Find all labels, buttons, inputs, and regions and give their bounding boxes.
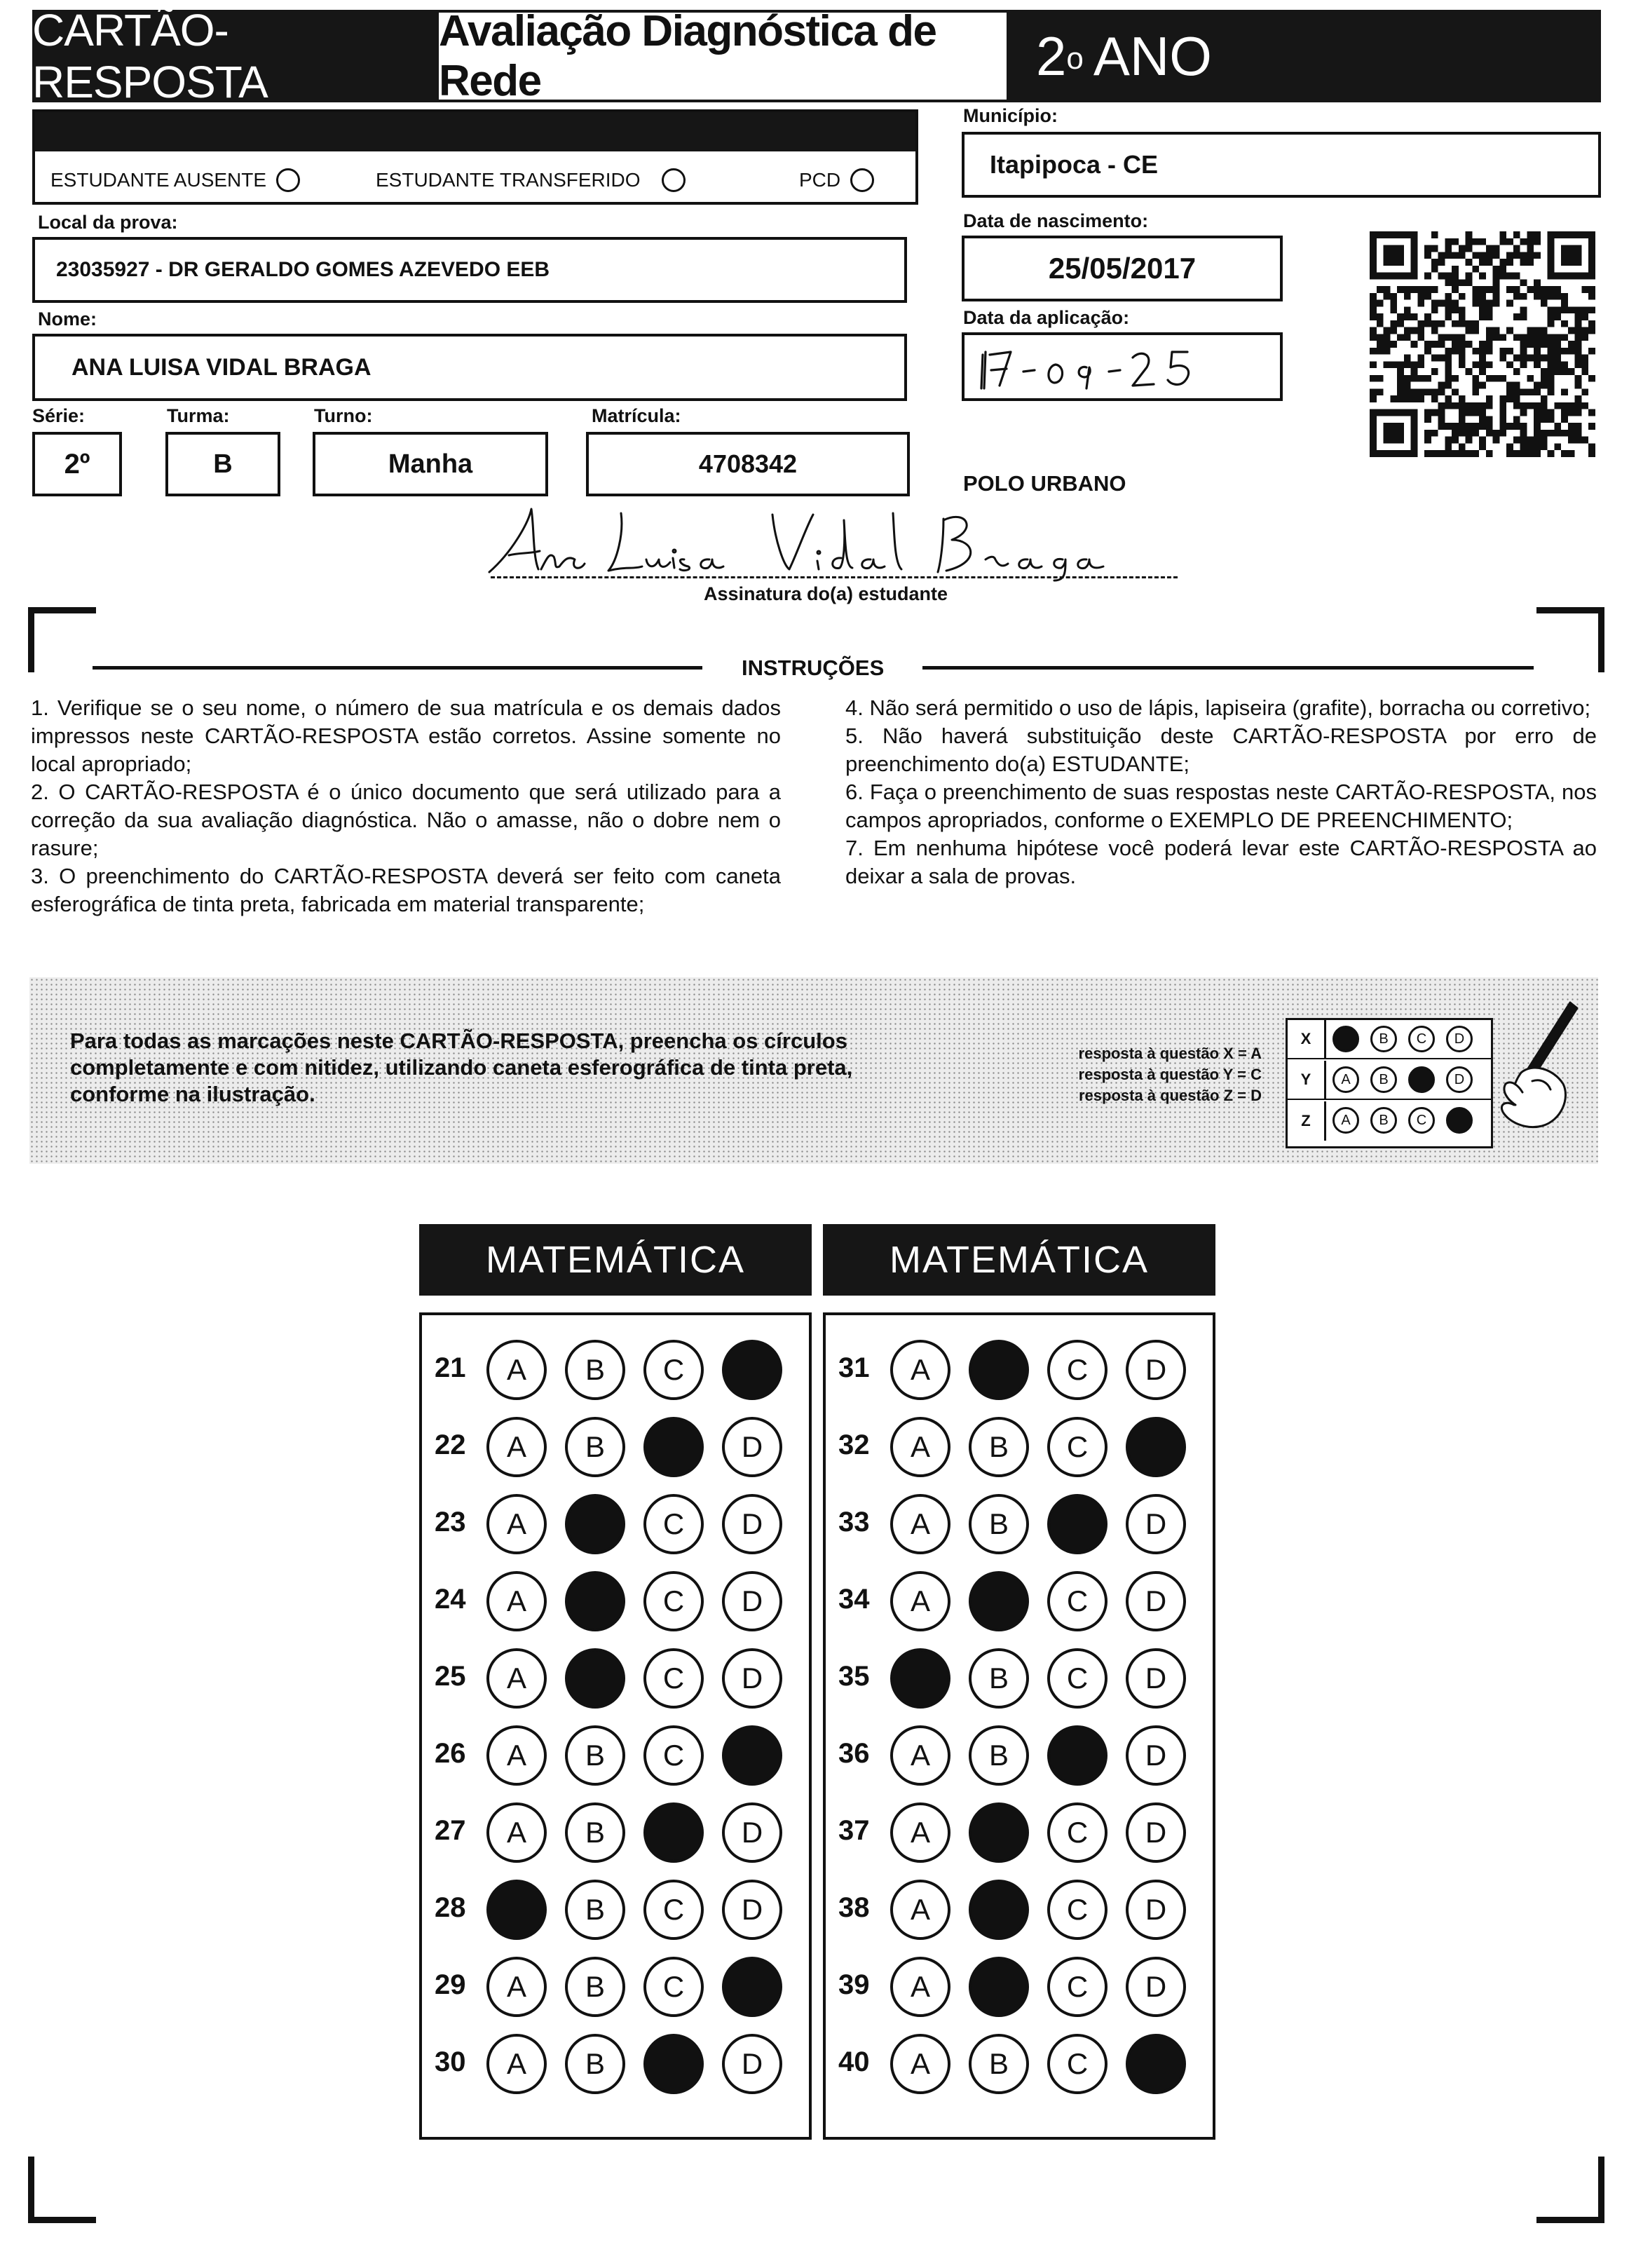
question-row (422, 1570, 809, 1633)
answer-bubble-a[interactable]: A (890, 1957, 950, 2017)
municipio-label: Município: (963, 105, 1058, 126)
answer-bubble-a[interactable]: A (486, 1957, 547, 2017)
nome-label: Nome: (38, 308, 97, 330)
question-row (826, 1801, 1213, 1864)
answer-bubble-d[interactable]: D (722, 1494, 782, 1554)
answer-bubble-c[interactable]: C (1047, 1417, 1107, 1477)
question-row (826, 2032, 1213, 2096)
answer-bubble-a[interactable]: A (486, 2034, 547, 2094)
answer-bubble-d[interactable]: D (1126, 1340, 1186, 1400)
answer-bubble-a[interactable]: A (890, 2034, 950, 2094)
answer-bubble-b[interactable]: B (969, 1648, 1029, 1709)
instruction-item: 1. Verifique se o seu nome, o número de sua matrícula e os demais dados impressos neste CARTÃO-RESPOSTA estão corretos. Assine somente no local apropriado; (31, 695, 781, 776)
question-number: 21 (435, 1352, 466, 1383)
serie-label: Série: (32, 405, 86, 426)
example-bubble-c: C (1408, 1107, 1435, 1134)
corner-mark-top-right (1536, 607, 1604, 672)
answer-bubble-a[interactable] (890, 1648, 950, 1709)
signature-drawing (484, 499, 1129, 583)
instructions-left-column (31, 694, 781, 918)
answer-bubble-a[interactable]: A (486, 1648, 547, 1709)
instructions-rule-left (93, 666, 702, 670)
example-grid (1286, 1018, 1493, 1148)
polo-label: POLO URBANO (963, 471, 1126, 496)
option-pcd-label: PCD (799, 169, 841, 191)
answer-bubble-d[interactable]: D (722, 1417, 782, 1477)
answer-bubble-d[interactable]: D (722, 1880, 782, 1940)
question-row (826, 1493, 1213, 1556)
answer-bubble-a[interactable]: A (890, 1417, 950, 1477)
answer-bubble-b[interactable] (565, 1648, 625, 1709)
answer-bubble-b[interactable] (969, 1340, 1029, 1400)
corner-mark-bottom-left (28, 2157, 96, 2223)
answer-bubble-a[interactable]: A (486, 1802, 547, 1863)
option-absent[interactable] (50, 168, 300, 192)
answer-bubble-d[interactable] (722, 1725, 782, 1786)
instruction-item: 7. Em nenhuma hipótese você poderá levar este CARTÃO-RESPOSTA ao deixar a sala de provas. (845, 836, 1597, 888)
answer-bubble-d[interactable]: D (1126, 1494, 1186, 1554)
question-number: 40 (838, 2046, 870, 2077)
answer-bubble-c[interactable]: C (1047, 1957, 1107, 2017)
answer-bubble-a[interactable]: A (890, 1880, 950, 1940)
answer-bubble-a[interactable]: A (890, 1802, 950, 1863)
instruction-item: 6. Faça o preenchimento de suas respostas neste CARTÃO-RESPOSTA, nos campos apropriados, conforme o EXEMPLO DE PREENCHIMENTO; (845, 780, 1597, 832)
answer-bubble-d[interactable]: D (1126, 1571, 1186, 1631)
option-absent-circle[interactable] (276, 168, 300, 192)
instructions-rule-right (922, 666, 1534, 670)
example-row (1288, 1020, 1491, 1059)
grade-number: 2 (1036, 25, 1067, 87)
answer-bubble-b[interactable]: B (565, 1957, 625, 2017)
answer-bubble-d[interactable]: D (722, 1571, 782, 1631)
option-pcd-circle[interactable] (850, 168, 874, 192)
question-row (422, 1647, 809, 1710)
example-key: X (1288, 1020, 1326, 1058)
answer-bubble-c[interactable]: C (1047, 1648, 1107, 1709)
answer-bubble-b[interactable] (565, 1571, 625, 1631)
answer-bubble-d[interactable] (722, 1340, 782, 1400)
question-row (422, 1955, 809, 2018)
attendance-box (32, 109, 918, 205)
grade-ordinal: o (1066, 41, 1084, 76)
question-number: 29 (435, 1969, 466, 2000)
answer-bubble-c[interactable]: C (643, 1957, 704, 2017)
example-key: Y (1288, 1061, 1326, 1099)
example-bubble-b: B (1370, 1107, 1397, 1134)
answer-bubble-b[interactable]: B (565, 1802, 625, 1863)
example-bubble-a (1332, 1026, 1359, 1052)
answer-bubble-a[interactable]: A (890, 1494, 950, 1554)
example-row (1288, 1061, 1491, 1100)
answer-bubble-c[interactable] (1047, 1725, 1107, 1786)
example-bubble-c (1408, 1066, 1435, 1093)
hand-with-pen-icon (1465, 996, 1584, 1136)
matricula-label: Matrícula: (592, 405, 681, 426)
question-row (826, 1955, 1213, 2018)
question-number: 28 (435, 1892, 466, 1923)
question-number: 26 (435, 1738, 466, 1769)
turno-label: Turno: (314, 405, 373, 426)
question-number: 22 (435, 1430, 466, 1460)
grade-label (1007, 10, 1601, 102)
question-number: 36 (838, 1738, 870, 1769)
nome-field: ANA LUISA VIDAL BRAGA (32, 334, 907, 401)
question-row (826, 1647, 1213, 1710)
answer-bubble-b[interactable]: B (565, 2034, 625, 2094)
answer-bubble-d[interactable]: D (1126, 1802, 1186, 1863)
answer-bubble-c[interactable]: C (643, 1648, 704, 1709)
answer-bubble-a[interactable]: A (890, 1571, 950, 1631)
corner-mark-top-left (28, 607, 96, 672)
answer-bubble-c[interactable] (643, 1802, 704, 1863)
example-key: Z (1288, 1101, 1326, 1141)
turma-field: B (165, 432, 280, 496)
signature-caption: Assinatura do(a) estudante (704, 583, 948, 604)
example-bubble-c: C (1408, 1026, 1435, 1052)
serie-field: 2º (32, 432, 122, 496)
answer-bubble-a[interactable]: A (486, 1417, 547, 1477)
instruction-item: 3. O preenchimento do CARTÃO-RESPOSTA deverá ser feito com caneta esferográfica de tinta preta, fabricada em material transparente; (31, 864, 781, 916)
option-transferred[interactable] (376, 168, 686, 192)
answer-bubble-c[interactable]: C (1047, 1880, 1107, 1940)
example-bubble-d: D (1446, 1066, 1473, 1093)
answer-bubble-b[interactable]: B (969, 2034, 1029, 2094)
question-row (826, 1724, 1213, 1787)
question-row (826, 1570, 1213, 1633)
answer-bubble-b[interactable] (969, 1802, 1029, 1863)
answer-bubble-a[interactable]: A (486, 1725, 547, 1786)
question-row (422, 1878, 809, 1941)
question-row (422, 1415, 809, 1479)
subject-header-right: MATEMÁTICA (823, 1224, 1215, 1296)
answer-block-left (419, 1312, 812, 2140)
question-row (826, 1338, 1213, 1401)
question-number: 37 (838, 1815, 870, 1846)
question-number: 24 (435, 1584, 466, 1615)
matricula-field: 4708342 (586, 432, 910, 496)
example-line-z: resposta à questão Z = D (1078, 1087, 1262, 1104)
exam-title: Avaliação Diagnóstica de Rede (439, 10, 1007, 102)
answer-bubble-c[interactable]: C (643, 1494, 704, 1554)
example-line-y: resposta à questão Y = C (1078, 1066, 1262, 1083)
example-bubble-b: B (1370, 1026, 1397, 1052)
question-number: 25 (435, 1661, 466, 1692)
answer-bubble-c[interactable]: C (643, 1340, 704, 1400)
question-row (422, 1801, 809, 1864)
option-absent-label: ESTUDANTE AUSENTE (50, 169, 267, 191)
question-number: 34 (838, 1584, 870, 1615)
answer-bubble-a[interactable]: A (890, 1340, 950, 1400)
instruction-item: 4. Não será permitido o uso de lápis, lapiseira (grafite), borracha ou corretivo; (845, 695, 1591, 720)
aplicacao-label: Data da aplicação: (963, 307, 1130, 328)
answer-bubble-c[interactable] (1047, 1494, 1107, 1554)
answer-bubble-a[interactable]: A (890, 1725, 950, 1786)
answer-bubble-c[interactable] (643, 1417, 704, 1477)
answer-bubble-c[interactable]: C (1047, 1571, 1107, 1631)
question-row (422, 2032, 809, 2096)
grade-word: ANO (1093, 25, 1212, 87)
local-label: Local da prova: (38, 212, 178, 233)
question-number: 31 (838, 1352, 870, 1383)
option-transferred-label: ESTUDANTE TRANSFERIDO (376, 169, 641, 191)
attendance-header-bar (35, 112, 915, 151)
municipio-field: Itapipoca - CE (962, 132, 1601, 198)
subject-header-left: MATEMÁTICA (419, 1224, 812, 1296)
card-label: CARTÃO-RESPOSTA (32, 10, 439, 102)
answer-bubble-b[interactable]: B (565, 1725, 625, 1786)
question-number: 30 (435, 2046, 466, 2077)
question-number: 35 (838, 1661, 870, 1692)
answer-bubble-a[interactable]: A (486, 1340, 547, 1400)
answer-bubble-d[interactable]: D (1126, 1880, 1186, 1940)
turno-field: Manha (313, 432, 548, 496)
answer-bubble-c[interactable]: C (643, 1880, 704, 1940)
answer-bubble-c[interactable]: C (1047, 1340, 1107, 1400)
answer-bubble-d[interactable] (722, 1957, 782, 2017)
question-number: 23 (435, 1507, 466, 1537)
answer-bubble-b[interactable]: B (969, 1417, 1029, 1477)
answer-bubble-c[interactable] (643, 2034, 704, 2094)
example-bubble-a: A (1332, 1066, 1359, 1093)
question-number: 32 (838, 1430, 870, 1460)
aplicacao-field (962, 332, 1283, 401)
question-number: 27 (435, 1815, 466, 1846)
answer-bubble-b[interactable]: B (969, 1494, 1029, 1554)
answer-bubble-d[interactable]: D (1126, 1725, 1186, 1786)
instruction-item: 5. Não haverá substituição deste CARTÃO-RESPOSTA por erro de preenchimento do(a) ESTUDANTE; (845, 724, 1597, 776)
answer-bubble-d[interactable]: D (722, 2034, 782, 2094)
answer-bubble-c[interactable]: C (643, 1571, 704, 1631)
answer-bubble-b[interactable] (969, 1571, 1029, 1631)
answer-bubble-d[interactable]: D (722, 1648, 782, 1709)
answer-bubble-c[interactable]: C (1047, 1802, 1107, 1863)
answer-bubble-a[interactable] (486, 1880, 547, 1940)
answer-bubble-c[interactable]: C (643, 1725, 704, 1786)
example-bubble-b: B (1370, 1066, 1397, 1093)
question-row (422, 1493, 809, 1556)
answer-bubble-d[interactable]: D (1126, 1957, 1186, 2017)
answer-bubble-b[interactable] (969, 1957, 1029, 2017)
instructions-title: INSTRUÇÕES (742, 656, 885, 680)
instructions-right-column (845, 694, 1597, 890)
example-row (1288, 1101, 1491, 1141)
turma-label: Turma: (167, 405, 230, 426)
question-row (422, 1338, 809, 1401)
signature-line (491, 576, 1178, 578)
handwritten-date (974, 339, 1269, 397)
answer-bubble-d[interactable]: D (722, 1802, 782, 1863)
answer-bubble-b[interactable]: B (565, 1417, 625, 1477)
option-pcd[interactable] (799, 168, 874, 192)
answer-bubble-d[interactable]: D (1126, 1648, 1186, 1709)
question-number: 38 (838, 1892, 870, 1923)
example-line-x: resposta à questão X = A (1078, 1045, 1262, 1062)
question-number: 39 (838, 1969, 870, 2000)
answer-bubble-a[interactable]: A (486, 1571, 547, 1631)
answer-block-right (823, 1312, 1215, 2140)
nascimento-field: 25/05/2017 (962, 236, 1283, 301)
local-field: 23035927 - DR GERALDO GOMES AZEVEDO EEB (32, 237, 907, 303)
question-row (422, 1724, 809, 1787)
answer-bubble-b[interactable] (969, 1880, 1029, 1940)
answer-bubble-c[interactable]: C (1047, 2034, 1107, 2094)
answer-bubble-b[interactable] (565, 1494, 625, 1554)
answer-bubble-a[interactable]: A (486, 1494, 547, 1554)
example-text: Para todas as marcações neste CARTÃO-RESPOSTA, preencha os círculos completamente e com nitidez, utilizando caneta esferográfica de tinta preta, conforme na ilustração. (70, 1028, 853, 1106)
answer-bubble-b[interactable]: B (969, 1725, 1029, 1786)
question-row (826, 1415, 1213, 1479)
instruction-item: 2. O CARTÃO-RESPOSTA é o único documento que será utilizado para a correção da sua avaliação diagnóstica. Não o amasse, não o dobre nem o rasure; (31, 780, 781, 860)
nascimento-label: Data de nascimento: (963, 210, 1149, 231)
qr-code (1367, 231, 1598, 457)
answer-bubble-d[interactable] (1126, 2034, 1186, 2094)
example-bubble-a: A (1332, 1107, 1359, 1134)
question-number: 33 (838, 1507, 870, 1537)
answer-bubble-d[interactable] (1126, 1417, 1186, 1477)
example-bubble-d: D (1446, 1026, 1473, 1052)
answer-bubble-b[interactable]: B (565, 1880, 625, 1940)
corner-mark-bottom-right (1536, 2157, 1604, 2223)
answer-bubble-b[interactable]: B (565, 1340, 625, 1400)
question-row (826, 1878, 1213, 1941)
option-transferred-circle[interactable] (662, 168, 686, 192)
